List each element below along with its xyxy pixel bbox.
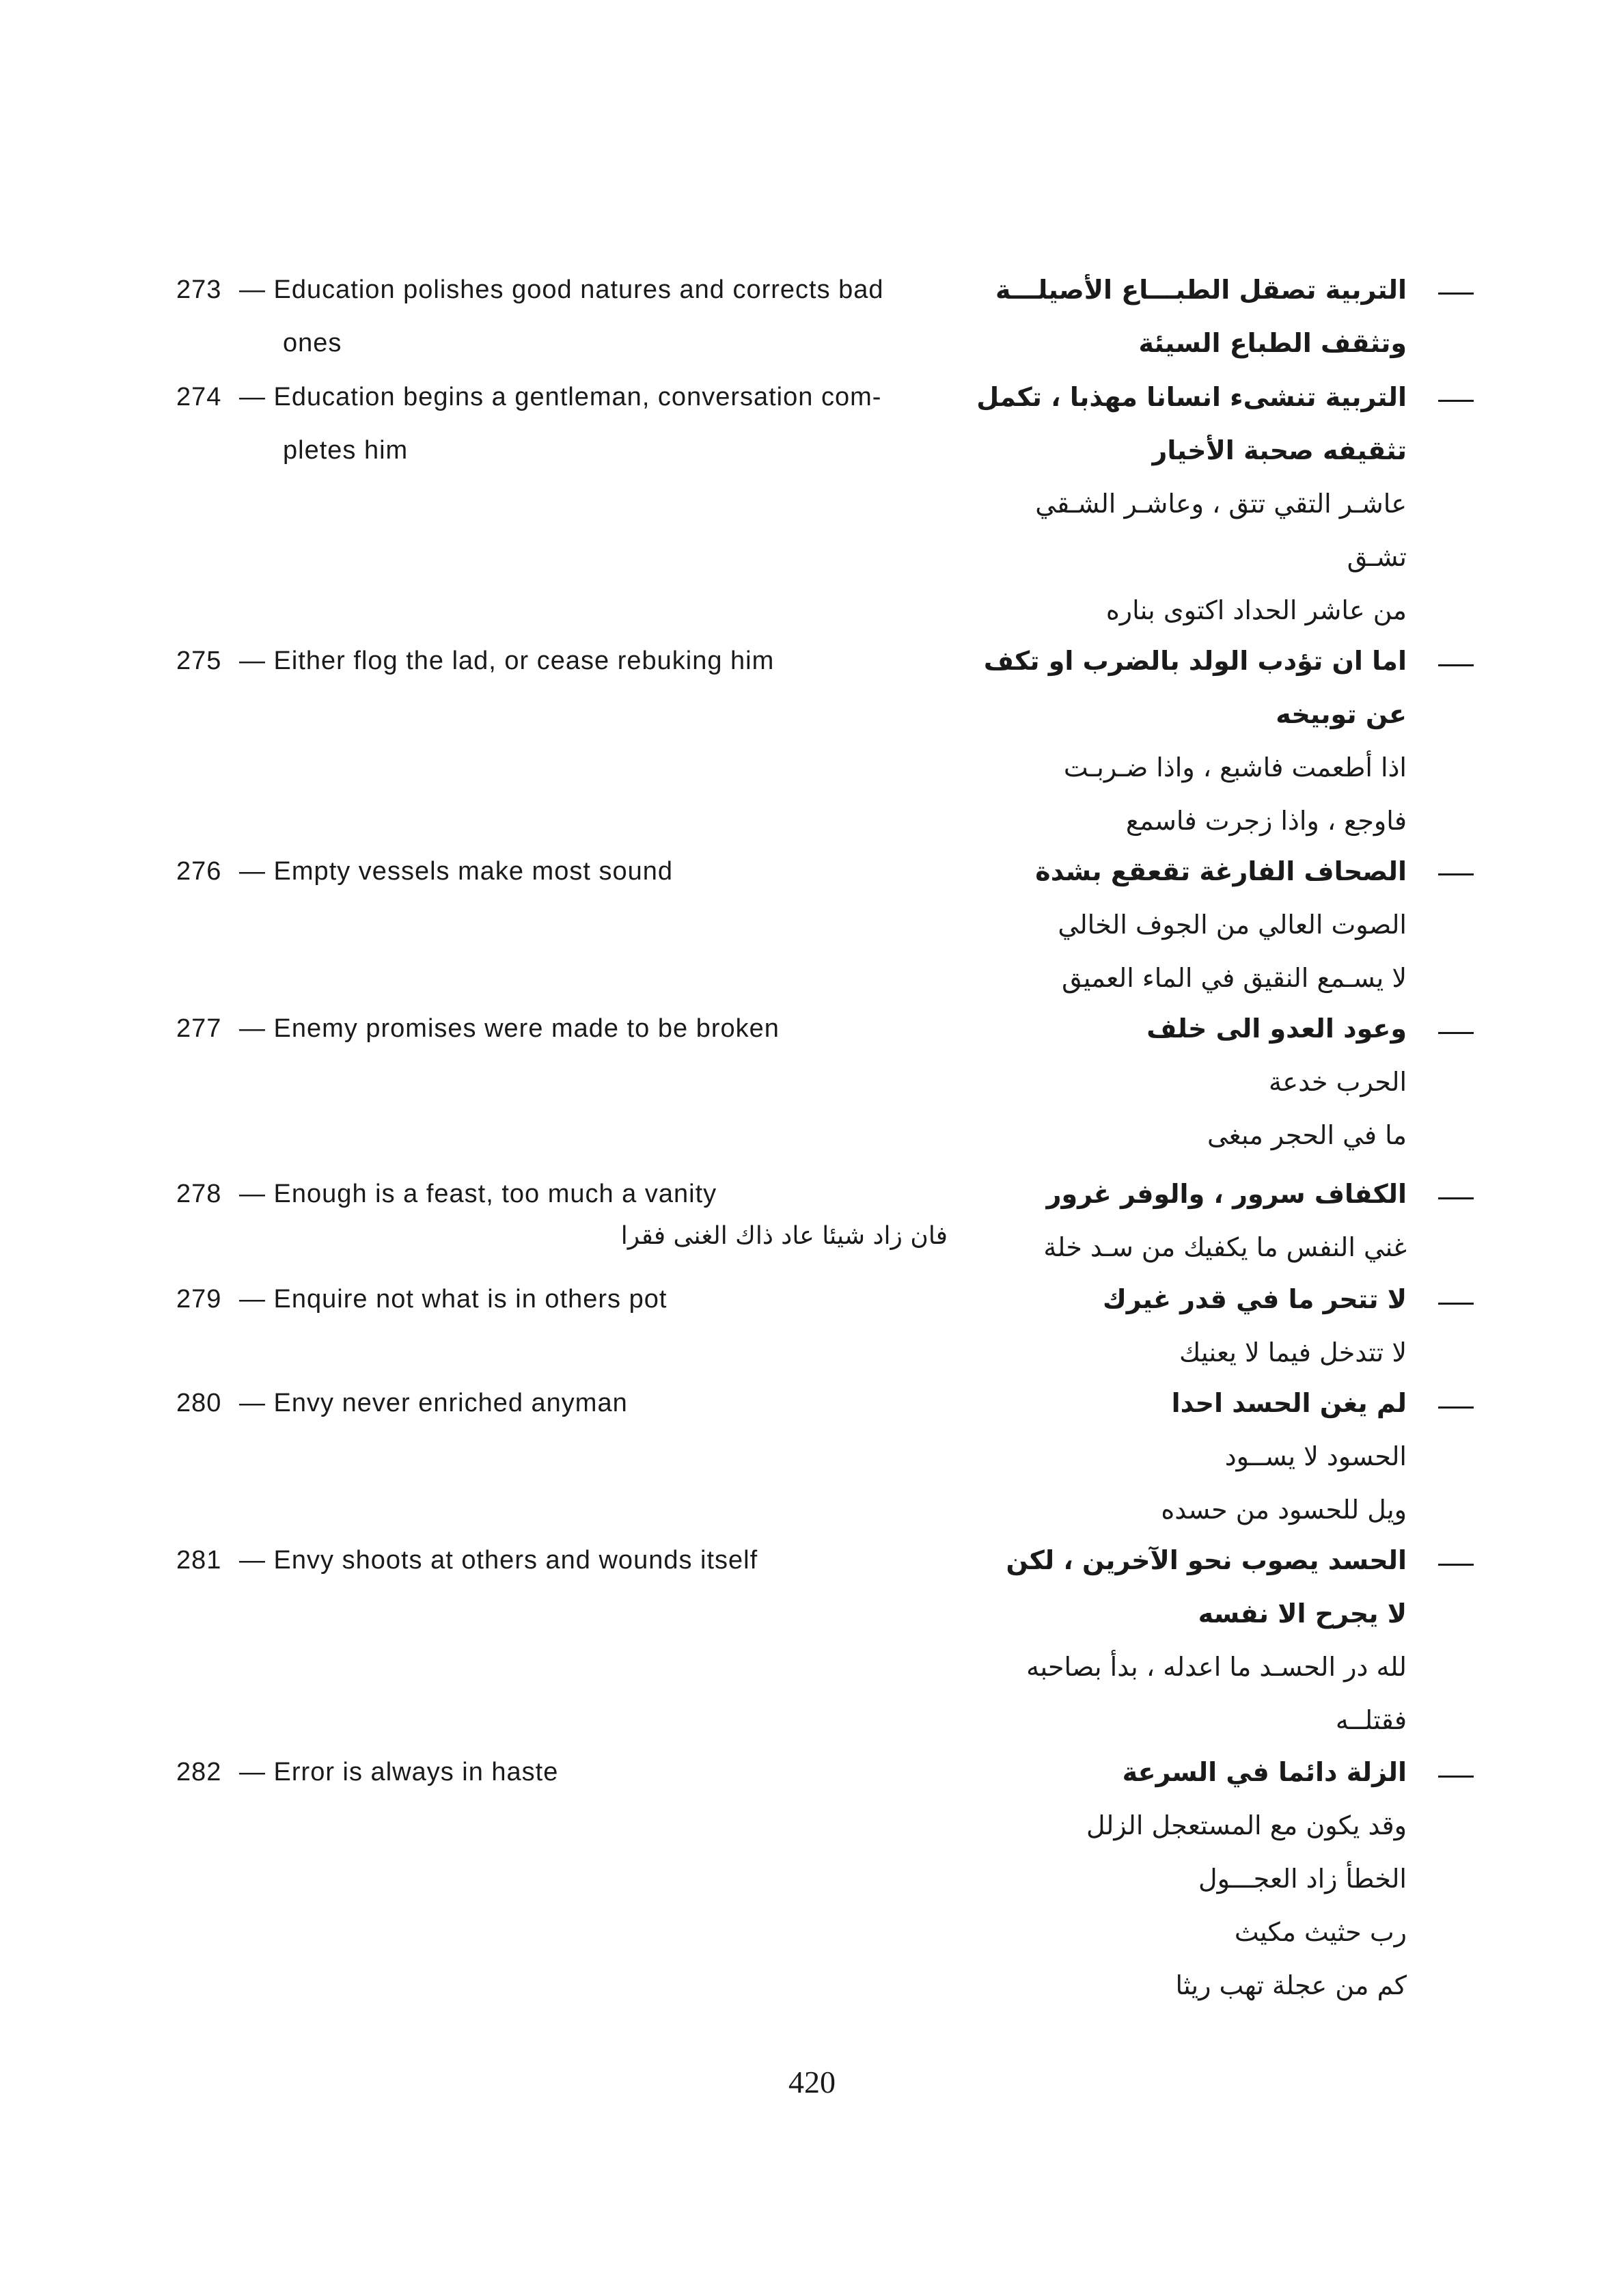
arabic-sub: لا يسـمع النقيق في الماء العميق xyxy=(1062,963,1407,993)
arabic-head: التربية تنشىء انسانا مهذبا ، تكمل xyxy=(976,382,1407,412)
arabic-sub: الصوت العالي من الجوف الخالي xyxy=(1058,910,1407,940)
arabic-head: لا تتحر ما في قدر غيرك xyxy=(1102,1284,1407,1314)
english-text: — Enough is a feast, too much a vanity xyxy=(239,1180,717,1208)
arabic-sub: رب حثيث مكيث xyxy=(1234,1917,1407,1947)
arabic-sub: ويل للحسود من حسده xyxy=(1161,1495,1407,1525)
entry-dash xyxy=(1438,400,1474,402)
entry-dash xyxy=(1438,1776,1474,1778)
entry-276-arabic xyxy=(806,845,1407,1005)
arabic-head: لم يغن الحسد احدا xyxy=(1171,1388,1407,1418)
entry-number: 273 xyxy=(176,275,222,304)
entry-dash xyxy=(1438,664,1474,666)
entry-number: 274 xyxy=(176,383,222,411)
entry-dash xyxy=(1438,1406,1474,1409)
entry-number: 281 xyxy=(176,1546,222,1575)
arabic-head: الزلة دائما في السرعة xyxy=(1122,1757,1407,1787)
arabic-head: عن توبيخه xyxy=(1276,699,1407,729)
arabic-sub: الحسود لا يســود xyxy=(1224,1441,1407,1471)
arabic-head: تثقيفه صحبة الأخيار xyxy=(1152,435,1407,465)
entry-281-arabic xyxy=(806,1534,1407,1747)
arabic-head: الصحاف الفارغة تقعقع بشدة xyxy=(1035,856,1407,886)
english-text-cont: pletes him xyxy=(283,436,409,465)
arabic-sub: الحرب خدعة xyxy=(1269,1067,1407,1097)
arabic-sub: الخطأ زاد العجـــول xyxy=(1198,1864,1407,1894)
entry-number: 280 xyxy=(176,1389,222,1417)
arabic-sub: فاوجع ، واذا زجرت فاسمع xyxy=(1125,806,1407,836)
entry-dash xyxy=(1438,873,1474,875)
entry-280-arabic xyxy=(806,1376,1407,1536)
entry-278-arabic xyxy=(806,1167,1407,1274)
arabic-head: وتثقف الطباع السيئة xyxy=(1138,328,1407,358)
english-text: — Envy shoots at others and wounds itself xyxy=(239,1546,758,1575)
arabic-sub: كم من عجلة تهب ريثا xyxy=(1175,1970,1407,2000)
arabic-head: التربية تصقل الطبـــاع الأصيلـــة xyxy=(995,275,1407,305)
arabic-sub: فقتلــه xyxy=(1335,1705,1407,1735)
page-number: 420 xyxy=(788,2065,836,2099)
english-text: — Empty vessels make most sound xyxy=(239,857,673,886)
arabic-sub: عاشـر التقي تتق ، وعاشـر الشـقي xyxy=(1035,489,1407,519)
arabic-sub: لا تتدخل فيما لا يعنيك xyxy=(1179,1337,1407,1368)
entry-number: 277 xyxy=(176,1014,222,1043)
english-text: — Envy never enriched anyman xyxy=(239,1389,628,1417)
arabic-head: لا يجرح الا نفسه xyxy=(1198,1599,1407,1629)
entry-dash xyxy=(1438,1032,1474,1034)
english-text: — Enemy promises were made to be broken xyxy=(239,1014,780,1043)
entry-275-arabic xyxy=(806,634,1407,847)
entry-277-arabic xyxy=(806,1002,1407,1162)
entry-dash xyxy=(1438,1303,1474,1305)
arabic-sub: لله در الحسـد ما اعدله ، بدأ بصاحبه xyxy=(1026,1652,1407,1682)
english-text: — Either flog the lad, or cease rebuking him xyxy=(239,647,775,675)
entry-273-arabic xyxy=(806,263,1407,370)
english-text: — Enquire not what is in others pot xyxy=(239,1285,668,1314)
entry-number: 278 xyxy=(176,1180,222,1208)
inline-arabic-verse: فان زاد شيئا عاد ذاك الغنى فقرا xyxy=(620,1222,948,1250)
entry-279-arabic xyxy=(806,1273,1407,1379)
arabic-head: الكفاف سرور ، والوفر غرور xyxy=(1046,1179,1407,1209)
english-text: — Error is always in haste xyxy=(239,1758,559,1786)
entry-number: 279 xyxy=(176,1285,222,1314)
entry-number: 276 xyxy=(176,857,222,886)
arabic-sub: اذا أطعمت فاشبع ، واذا ضـربـت xyxy=(1063,752,1407,783)
arabic-sub: من عاشر الحداد اكتوى بناره xyxy=(1105,595,1407,625)
arabic-sub: وقد يكون مع المستعجل الزلل xyxy=(1086,1810,1407,1840)
arabic-head: وعود العدو الى خلف xyxy=(1146,1014,1407,1044)
entry-number: 275 xyxy=(176,647,222,675)
entry-dash xyxy=(1438,293,1474,295)
arabic-head: اما ان تؤدب الولد بالضرب او تكف xyxy=(983,646,1407,676)
english-text-cont: ones xyxy=(283,329,342,357)
entry-dash xyxy=(1438,1197,1474,1199)
arabic-sub: تشـق xyxy=(1347,542,1407,572)
english-text: — Education begins a gentleman, conversation com- xyxy=(239,383,882,411)
arabic-sub: غني النفس ما يكفيك من سـد خلة xyxy=(1043,1232,1407,1262)
entry-282-arabic xyxy=(806,1745,1407,2012)
english-text: — Education polishes good natures and corrects bad xyxy=(239,275,884,304)
entry-274-arabic xyxy=(806,370,1407,637)
entry-number: 282 xyxy=(176,1758,222,1786)
entry-dash xyxy=(1438,1564,1474,1566)
arabic-head: الحسد يصوب نحو الآخرين ، لكن xyxy=(1006,1545,1407,1575)
arabic-sub: ما في الحجر مبغى xyxy=(1207,1120,1407,1150)
